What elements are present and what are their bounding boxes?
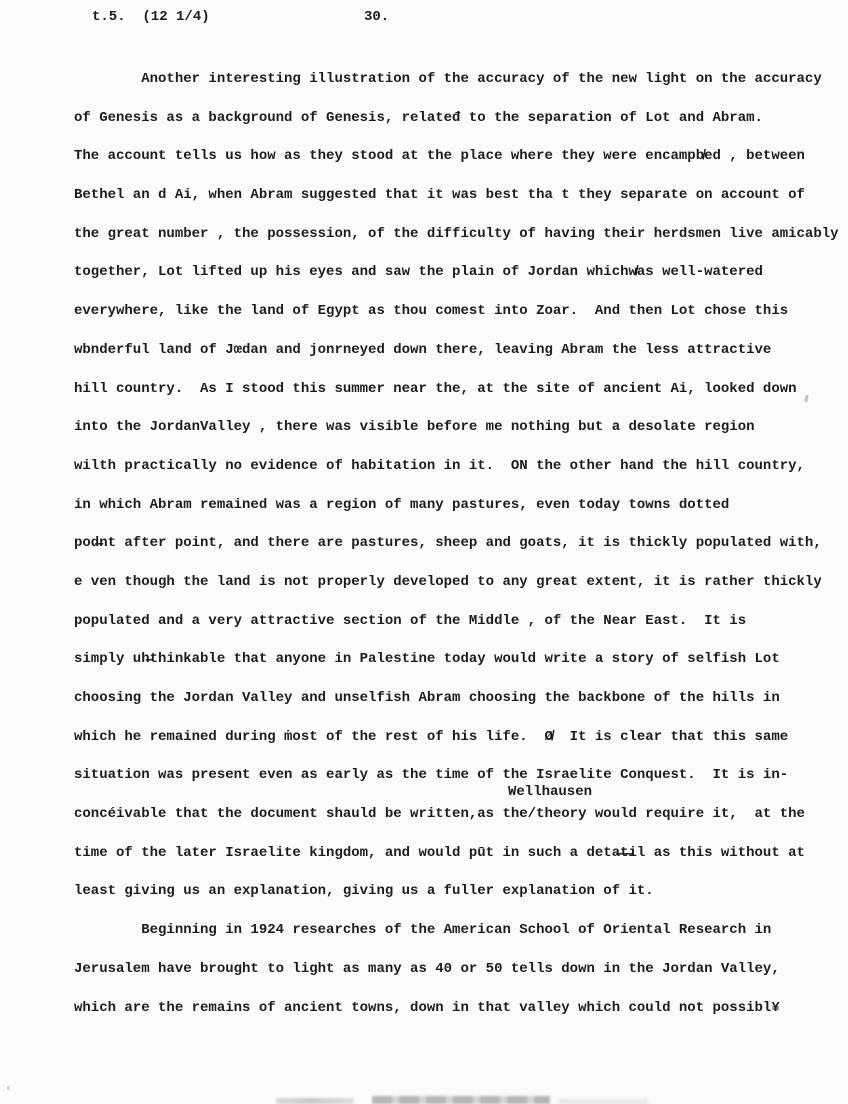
typed-line: Bethel an d Ai, when Abram suggested that it was best tha t they separate on account of [74, 187, 805, 204]
typed-line: in which Abram remained was a region of many pastures, even today towns dotted [74, 496, 730, 513]
typed-line: everywhere, like the land of Egypt as thou comest into Zoar. And then Lot chose this [74, 303, 789, 320]
typed-line: pod̶nt after point, and there are pastures, sheep and goats, it is thickly populated with, [74, 535, 822, 552]
typed-line: e ven though the land is not properly developed to any great extent, it is rather thickly [74, 573, 822, 590]
typed-line: of Genesis as a background of Genesis, relateđ to the separation of Lot and Abram. [74, 109, 763, 126]
typed-line: wbnderful land of Jœdan and jonrneyed down there, leaving Abram the less attractive [74, 341, 772, 358]
typed-line: situation was present even as early as the time of the Israelite Conquest. It is in- [74, 767, 789, 784]
cut-off-text-fragment [276, 1098, 354, 1104]
typed-line: choosing the Jordan Valley and unselfish Abram choosing the backbone of the hills in [74, 690, 780, 706]
page-header-label: t.5. (12 1/4) [92, 9, 210, 25]
typed-line: populated and a very attractive section of the Middle , of the Near East. It is [74, 612, 747, 629]
stray-ink-speck [7, 1086, 10, 1090]
typed-line: The account tells us how as they stood at the place where they were encampb̸ed , between [74, 148, 805, 165]
typed-line: into the JordanValley , there was visible before me nothing but a desolate region [74, 419, 755, 436]
typed-line: Beginning in 1924 researches of the American School of Oriental Research in [74, 922, 772, 939]
typed-line: time of the later Israelite kingdom, and would pūt in such a deta̶t̶il as this without at [74, 844, 805, 861]
typed-line: wilth practically no evidence of habitation in it. ON the other hand the hill country, [74, 457, 805, 474]
interline-insertion-wellhausen: Wellhausen [508, 784, 593, 800]
page-number: 30. [364, 9, 390, 25]
cut-off-text-fragment [558, 1099, 648, 1104]
typed-line: simply uh̶thinkable that anyone in Palestine today would write a story of selfish Lot [74, 651, 780, 668]
typed-text-body [74, 60, 848, 1027]
typed-line: hill country. As I stood this summer near the, at the site of ancient Ai, looked down [74, 380, 797, 397]
typed-line: together, Lot lifted up his eyes and saw the plain of Jordan whichw̸as well-watered [74, 264, 763, 281]
typed-line: which he remained during ṁost of the rest of his life. Ø̸ It is clear that this same [74, 728, 789, 745]
typed-line: least giving us an explanation, giving us a fuller explanation of it. [74, 883, 654, 900]
typed-line: concéivable that the document shauld be written,as the/theory would require it, at the [74, 806, 805, 823]
cut-off-text-fragment [372, 1096, 550, 1104]
typed-line: Another interesting illustration of the accuracy of the new light on the accuracy [74, 71, 822, 87]
typed-line: the great number , the possession, of the difficulty of having their herdsmen live amicably [74, 225, 839, 242]
typed-line: Jerusalem have brought to light as many as 40 or 50 tells down in the Jordan Valley, [74, 960, 780, 977]
typed-line: which are the remains of ancient towns, down in that valley which could not possibl¥ [74, 999, 780, 1016]
